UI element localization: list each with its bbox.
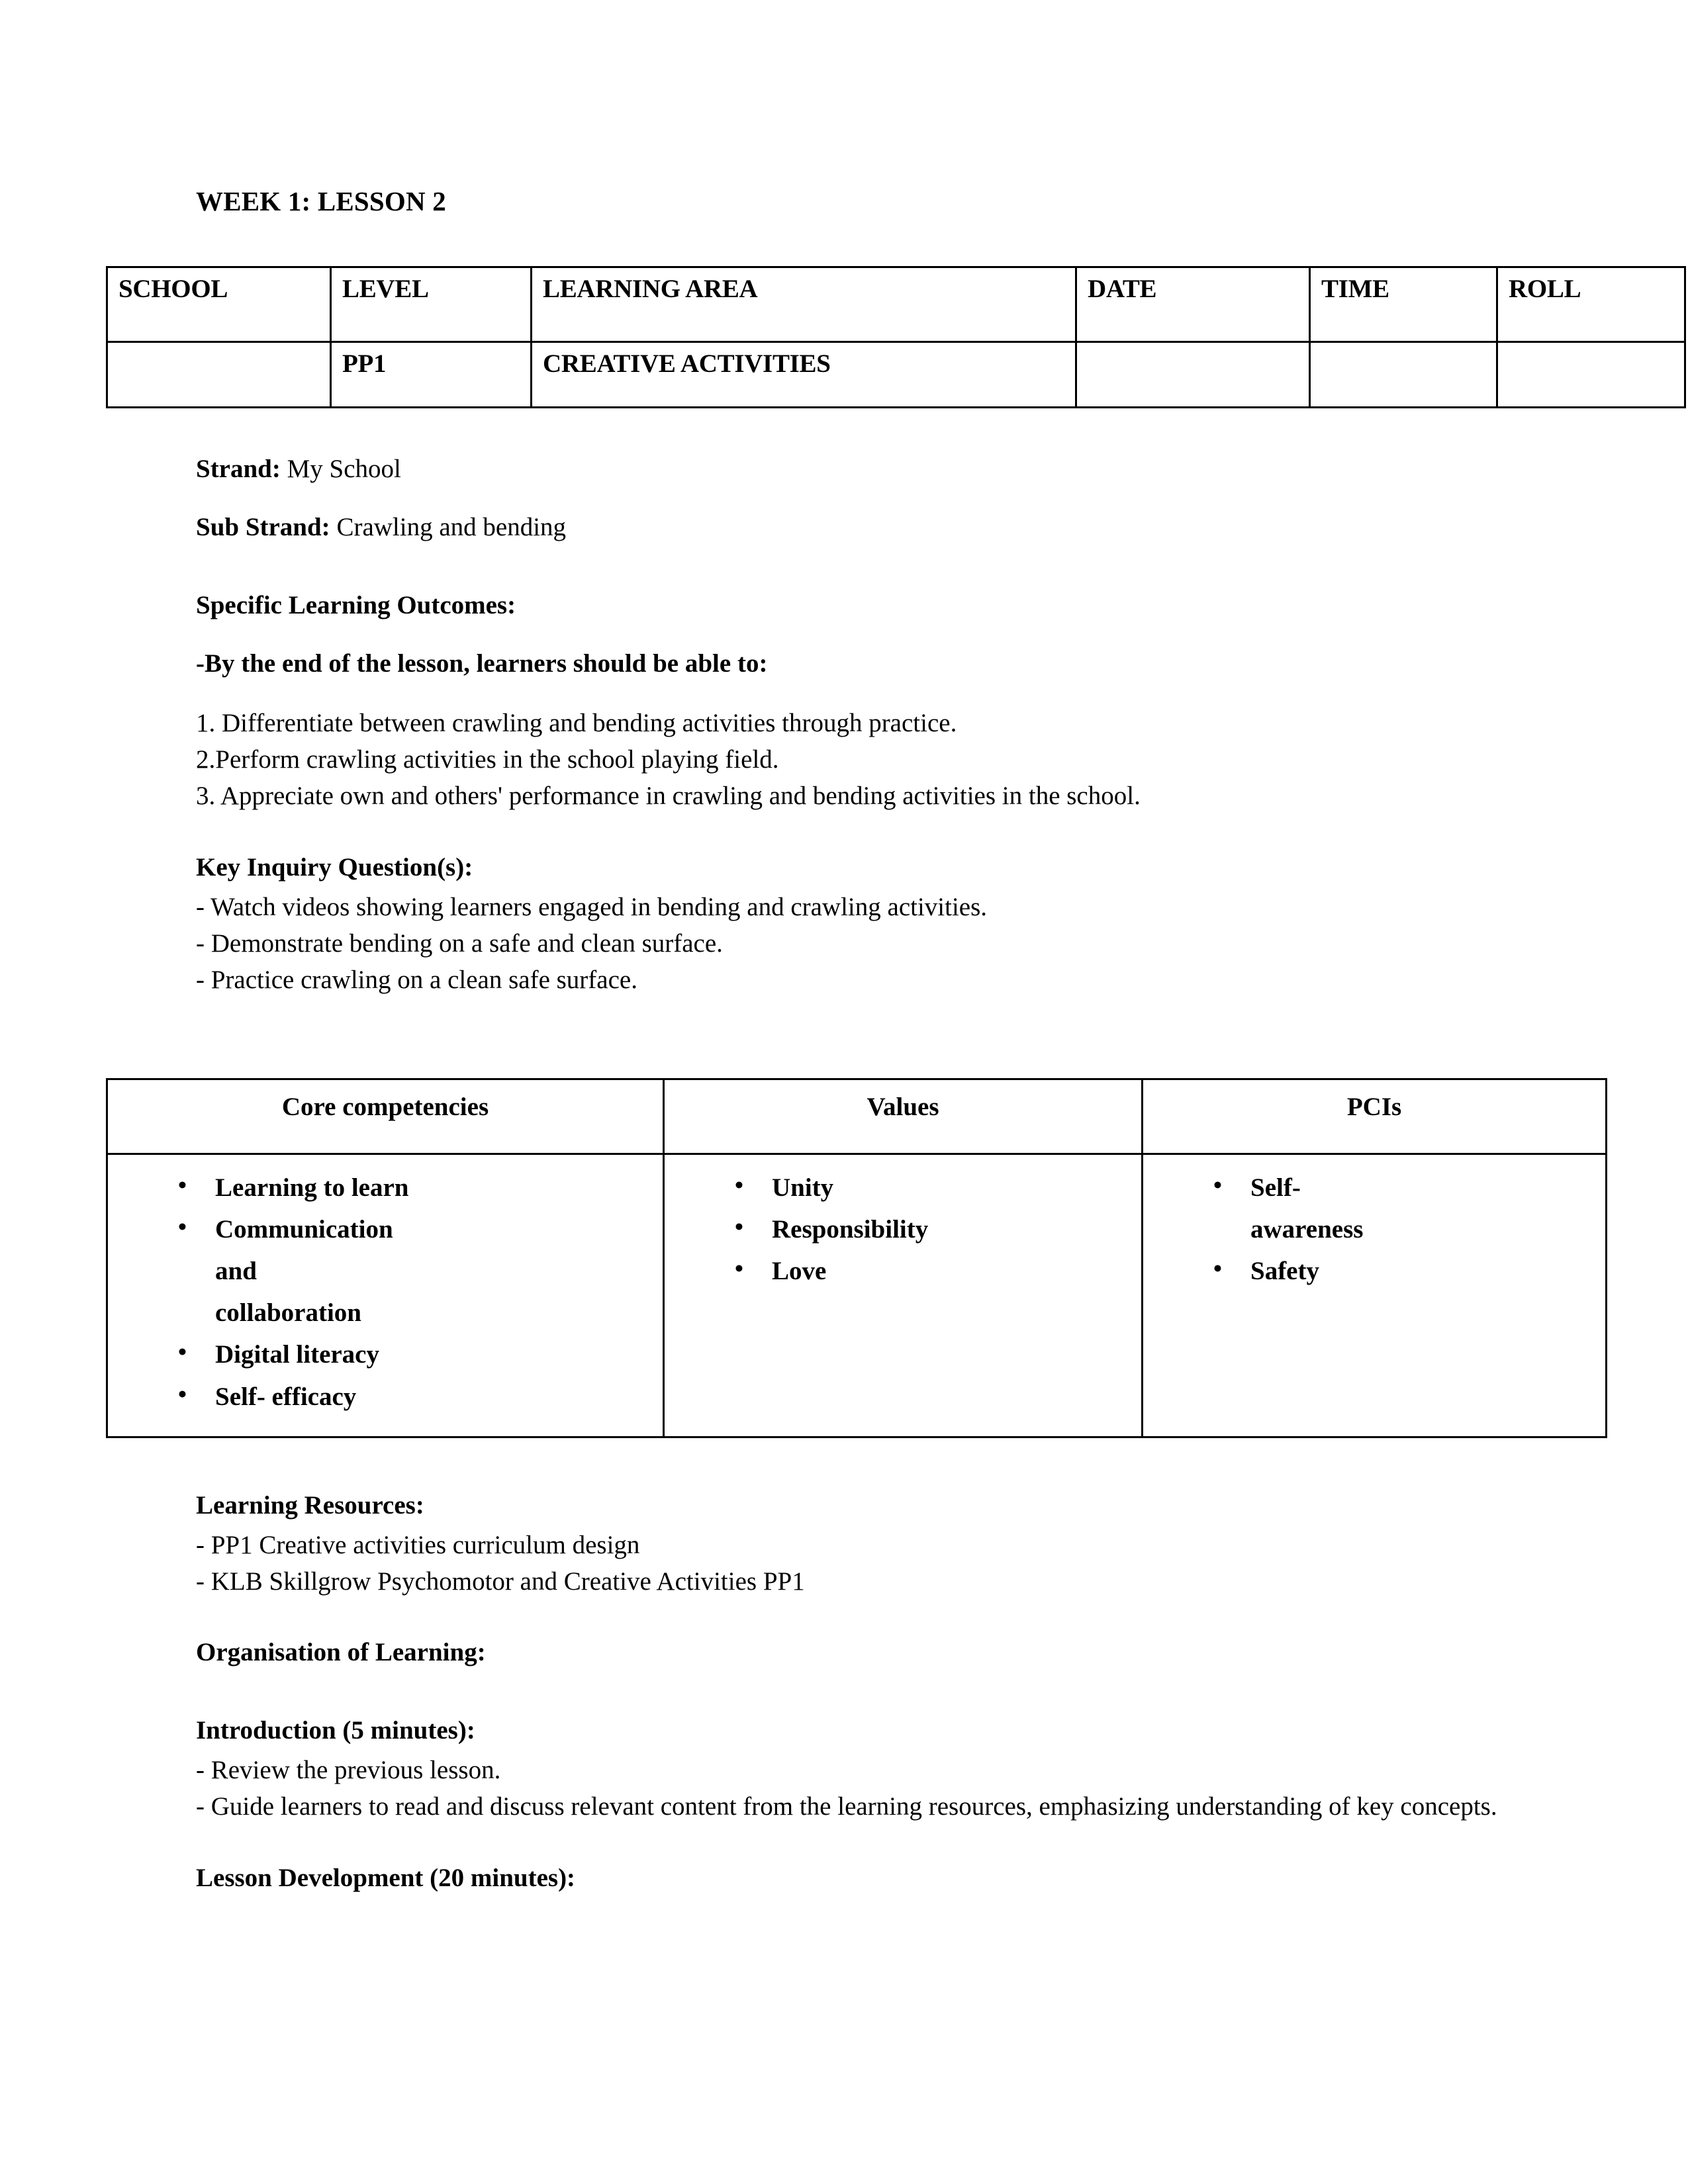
sub-strand-line (196, 510, 1553, 545)
info-value-learning-area: CREATIVE ACTIVITIES (532, 342, 1076, 408)
spacer (196, 1825, 1553, 1861)
lesson-info-table (106, 266, 1686, 408)
key-inquiry-heading: Key Inquiry Question(s): (196, 852, 473, 882)
list-item: - Practice crawling on a clean safe surface. (196, 966, 637, 995)
sub-strand-value: Crawling and bending (336, 513, 567, 542)
list-item: • Unity (735, 1167, 1135, 1208)
spacer (196, 1600, 1553, 1635)
document-content (118, 185, 1581, 1919)
core-competencies-list (115, 1167, 656, 1418)
strand-value: My School (287, 455, 401, 484)
list-item: • Responsibility (735, 1208, 1135, 1250)
info-header-level: LEVEL (331, 267, 532, 342)
comp-header-values: Values (664, 1079, 1143, 1154)
list-item: • Safety (1213, 1250, 1599, 1292)
specific-learning-outcomes-heading: Specific Learning Outcomes: (196, 590, 516, 619)
list-item: • Learning to learn (178, 1167, 656, 1208)
list-item: • Self- efficacy (178, 1376, 656, 1418)
pcis-list (1150, 1167, 1599, 1293)
info-value-school (107, 342, 331, 408)
list-item: • Communication and collaboration (178, 1208, 394, 1334)
spacer (196, 1694, 1553, 1713)
learning-resources-heading: Learning Resources: (196, 1490, 424, 1520)
introduction-list (196, 1752, 1553, 1825)
learning-resources-list (196, 1527, 1553, 1600)
spacer (196, 815, 1553, 850)
info-header-time: TIME (1310, 267, 1497, 342)
organisation-of-learning-heading: Organisation of Learning: (196, 1638, 486, 1667)
comp-cell-pcis (1143, 1154, 1607, 1437)
table-row (107, 1079, 1607, 1154)
strand-line (196, 452, 1553, 486)
sub-strand-label: Sub Strand: (196, 513, 330, 542)
list-item: - Guide learners to read and discuss relevant content from the learning resources, emphasizing understanding of key concepts. (196, 1792, 1497, 1821)
competencies-table (106, 1078, 1607, 1438)
comp-cell-values (664, 1154, 1143, 1437)
info-value-date (1076, 342, 1310, 408)
list-item: - KLB Skillgrow Psychomotor and Creative Activities PP1 (196, 1567, 805, 1596)
spacer (196, 569, 1553, 588)
spacer (196, 1438, 1553, 1488)
list-item: - Review the previous lesson. (196, 1756, 501, 1785)
lesson-development-heading: Lesson Development (20 minutes): (196, 1863, 576, 1892)
info-header-school: SCHOOL (107, 267, 331, 342)
list-item: - Watch videos showing learners engaged in bending and crawling activities. (196, 892, 988, 921)
info-header-date: DATE (1076, 267, 1310, 342)
info-value-roll (1497, 342, 1685, 408)
learning-outcomes-subheading: -By the end of the lesson, learners should be able to: (196, 649, 768, 678)
spacer (196, 999, 1553, 1078)
competencies-table-wrapper (106, 1078, 1560, 1438)
list-item: 2.Perform crawling activities in the school playing field. (196, 745, 779, 774)
info-header-roll: ROLL (1497, 267, 1685, 342)
comp-header-pcis: PCIs (1143, 1079, 1607, 1154)
key-inquiry-list (196, 889, 1553, 999)
values-list (671, 1167, 1135, 1293)
info-header-learning-area: LEARNING AREA (532, 267, 1076, 342)
info-value-level: PP1 (331, 342, 532, 408)
list-item: • Self-awareness (1213, 1167, 1370, 1250)
comp-cell-core-competencies (107, 1154, 664, 1437)
comp-header-core-competencies: Core competencies (107, 1079, 664, 1154)
introduction-heading: Introduction (5 minutes): (196, 1716, 475, 1745)
list-item: 3. Appreciate own and others' performance in crawling and bending activities in the school. (196, 782, 1141, 811)
learning-outcomes-list (196, 705, 1553, 815)
list-item: • Love (735, 1250, 1135, 1292)
table-row (107, 267, 1685, 342)
lesson-info-table-wrapper (106, 266, 1581, 408)
info-value-time (1310, 342, 1497, 408)
list-item: - PP1 Creative activities curriculum design (196, 1530, 640, 1559)
table-row (107, 1154, 1607, 1437)
strand-label: Strand: (196, 455, 281, 484)
list-item: 1. Differentiate between crawling and bending activities through practice. (196, 708, 957, 737)
table-row (107, 342, 1685, 408)
list-item: • Digital literacy (178, 1334, 656, 1375)
page-title: WEEK 1: LESSON 2 (196, 186, 446, 216)
list-item: - Demonstrate bending on a safe and clean surface. (196, 929, 723, 958)
